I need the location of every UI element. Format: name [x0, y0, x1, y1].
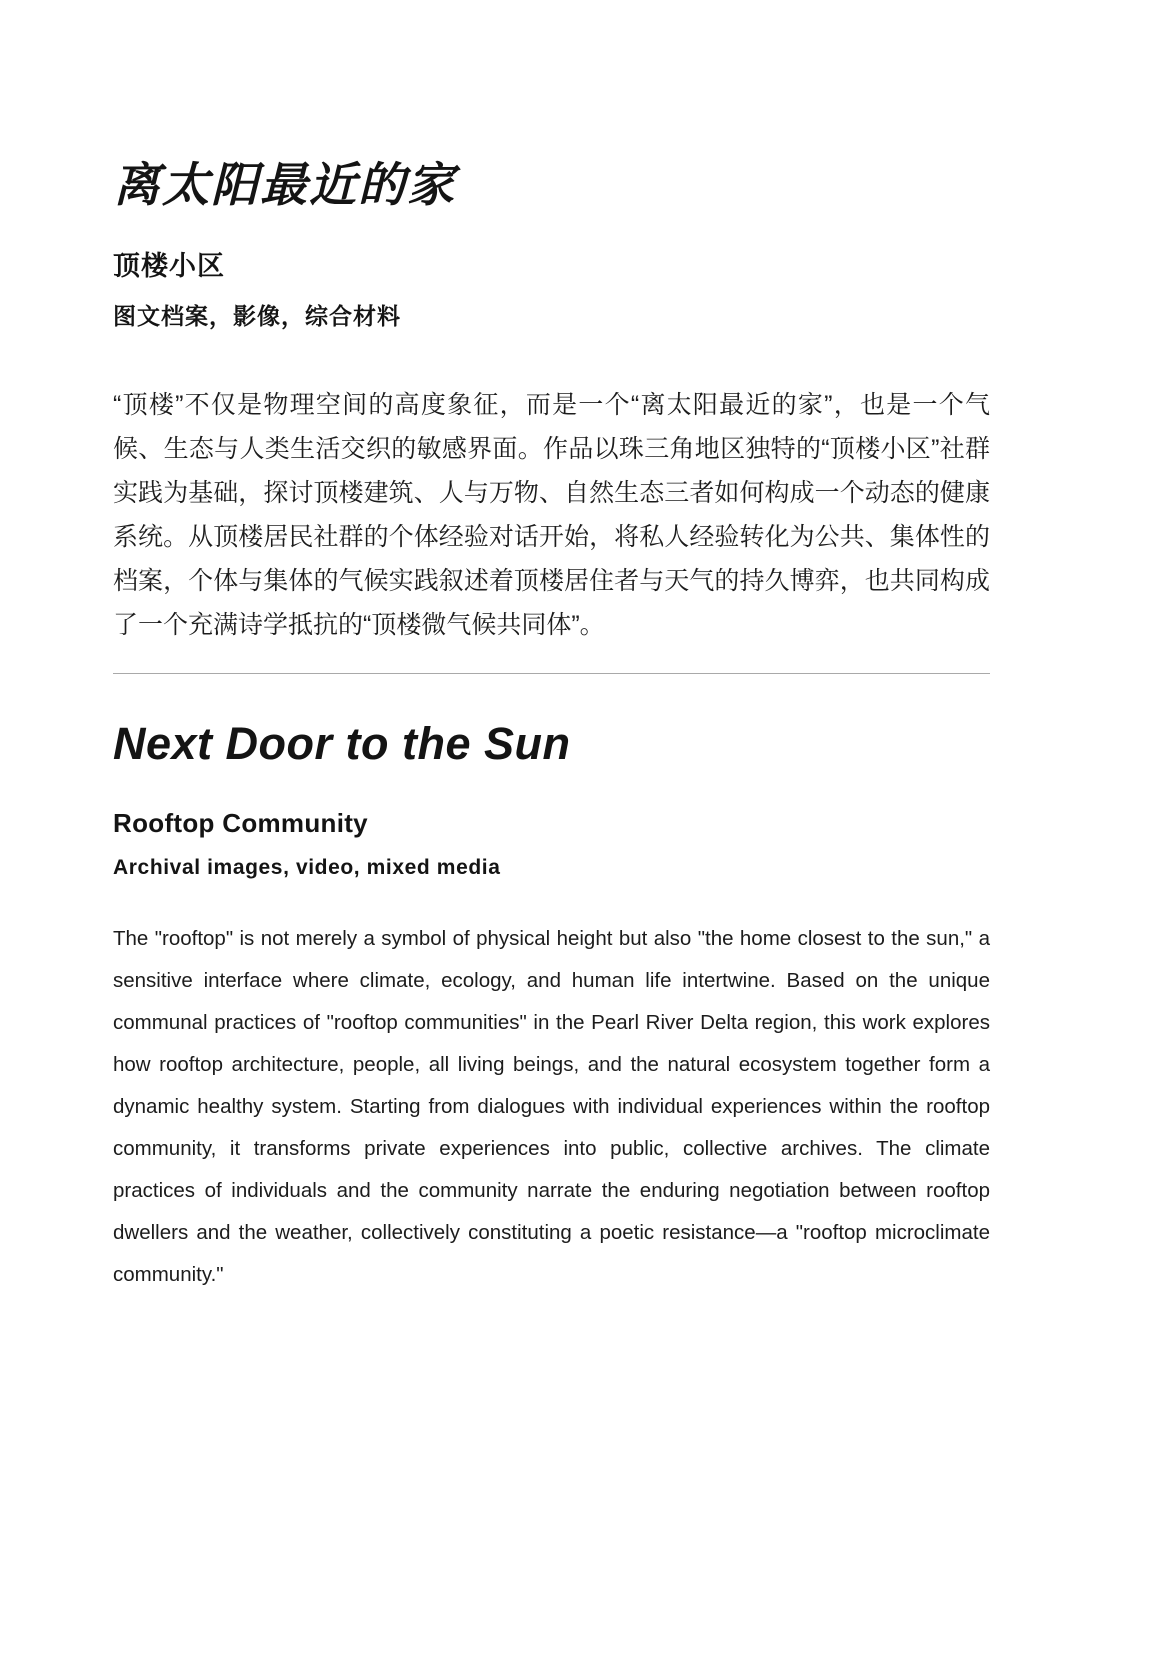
english-work-subtitle: Rooftop Community [113, 807, 368, 838]
chinese-work-subtitle: 顶楼小区 [113, 251, 225, 282]
section-divider [113, 673, 990, 674]
chinese-medium-line: 图文档案，影像，综合材料 [113, 303, 401, 330]
english-section [113, 718, 990, 1296]
english-work-title: Next Door to the Sun [113, 718, 571, 770]
english-description-paragraph: The "rooftop" is not merely a symbol of physical height but also "the home closest to the sun," a sensitive interface where climate, ecology, and human life intertwine. Based on the unique communal practices of "rooftop communities" in the Pearl River Delta region, this work explores how rooftop architecture, people, all living beings, and the natural ecosystem together form a dynamic healthy system. Starting from dialogues with individual experiences within the rooftop community, it transforms private experiences into public, collective archives. The climate practices of individuals and the community narrate the enduring negotiation between rooftop dwellers and the weather, collectively constituting a poetic resistance—a "rooftop microclimate community." [113, 926, 990, 1286]
chinese-work-title: 离太阳最近的家 [113, 158, 456, 211]
chinese-section [113, 158, 990, 647]
english-medium-line: Archival images, video, mixed media [113, 855, 501, 879]
chinese-description-paragraph: “顶楼”不仅是物理空间的高度象征，而是一个“离太阳最近的家”，也是一个气候、生态与人类生活交织的敏感界面。作品以珠三角地区独特的“顶楼小区”社群实践为基础，探讨顶楼建筑、人与万物、自然生态三者如何构成一个动态的健康系统。从顶楼居民社群的个体经验对话开始，将私人经验转化为公共、集体性的档案，个体与集体的气候实践叙述着顶楼居住者与天气的持久博弈，也共同构成了一个充满诗学抵抗的“顶楼微气候共同体”。 [113, 391, 990, 640]
